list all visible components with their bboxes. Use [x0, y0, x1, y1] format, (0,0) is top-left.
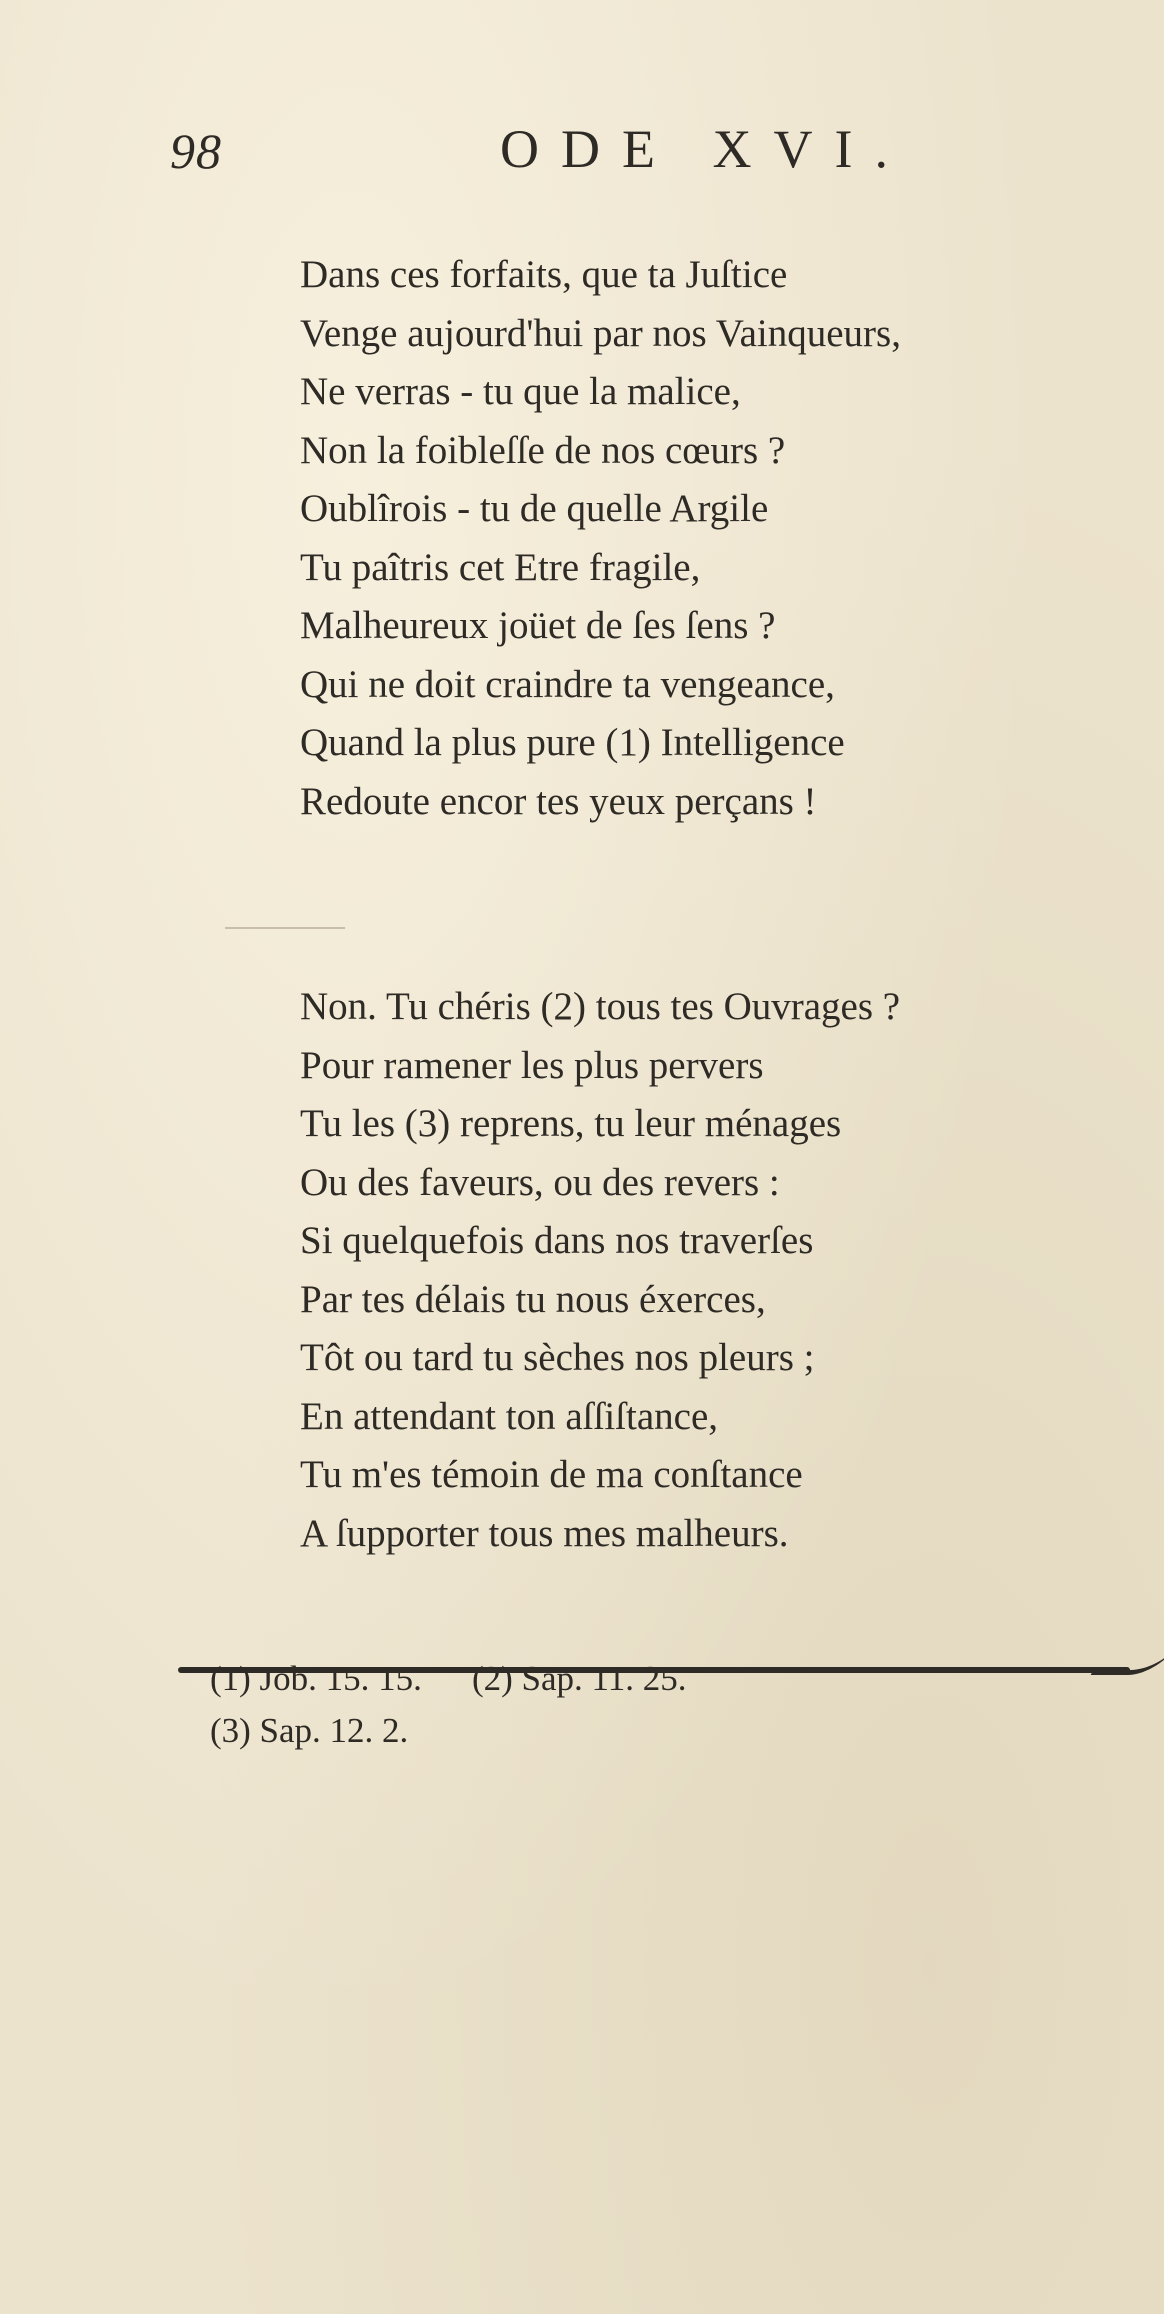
verse-line: Non. Tu chéris (2) tous tes Ouvrages ?	[300, 985, 901, 1028]
footnote-2: (2) Sap. 11. 25.	[471, 1659, 687, 1698]
stanza-2	[300, 978, 900, 1563]
verse-line: Ne verras - tu que la malice,	[300, 370, 741, 413]
verse-line: Tôt ou tard tu sèches nos pleurs ;	[300, 1336, 815, 1379]
verse-line: Quand la plus pure (1) Intelligence	[300, 721, 845, 764]
verse-line: Ou des faveurs, ou des revers :	[300, 1160, 780, 1204]
verse-line: Tu m'es témoin de ma conſtance	[300, 1453, 803, 1496]
verse-line: Tu les (3) reprens, tu leur ménages	[300, 1102, 842, 1145]
footnote-1: (1) Job. 15. 15.	[210, 1659, 422, 1698]
verse-line: Redoute encor tes yeux perçans !	[300, 779, 817, 823]
verse-line: Si quelquefois dans nos traverſes	[300, 1219, 814, 1262]
verse-line: A ſupporter tous mes malheurs.	[300, 1511, 789, 1555]
rule-flourish	[1090, 1642, 1164, 1675]
page-number: 98	[170, 123, 222, 179]
verse-line: Pour ramener les plus pervers	[300, 1043, 764, 1087]
running-head-title: ODE XVI.	[500, 119, 910, 179]
verse-line: Venge aujourd'hui par nos Vainqueurs,	[300, 311, 901, 355]
footnotes	[210, 1653, 686, 1757]
verse-line: En attendant ton aſſiſtance,	[300, 1394, 719, 1438]
footnote-line	[210, 1705, 686, 1757]
footnote-line	[210, 1653, 686, 1705]
stanza-divider	[225, 927, 345, 929]
verse-line: Malheureux joüet de ſes ſens ?	[300, 604, 776, 647]
verse-line: Par tes délais tu nous éxerces,	[300, 1277, 766, 1321]
stanza-1	[300, 246, 901, 831]
footnote-3: (3) Sap. 12. 2.	[210, 1711, 409, 1750]
verse-line: Tu paîtris cet Etre fragile,	[300, 545, 701, 589]
verse-line: Dans ces forfaits, que ta Juſtice	[300, 253, 788, 296]
verse-line: Oublîrois - tu de quelle Argile	[300, 487, 769, 530]
verse-line: Non la foibleſſe de nos cœurs ?	[300, 428, 786, 472]
verse-line: Qui ne doit craindre ta vengeance,	[300, 662, 835, 706]
